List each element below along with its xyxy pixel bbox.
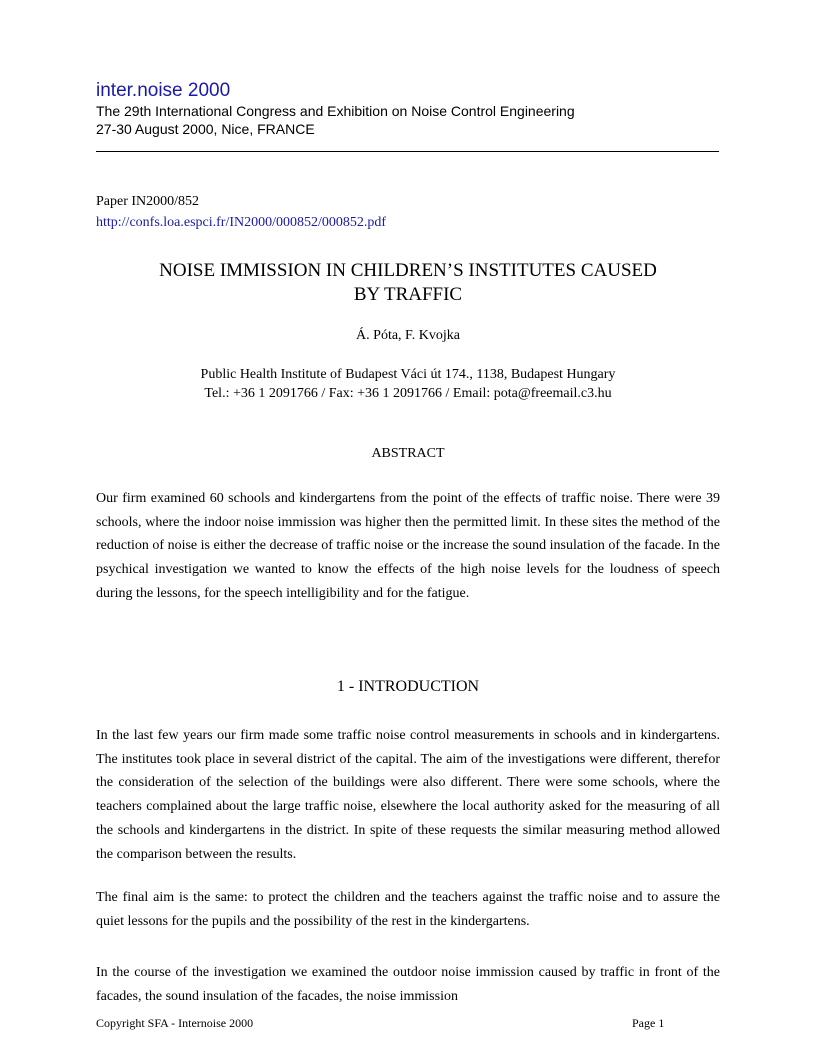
- header-divider: [96, 151, 719, 152]
- congress-dates: 27-30 August 2000, Nice, FRANCE: [96, 121, 315, 137]
- paper-title-line-2: BY TRAFFIC: [353, 284, 463, 305]
- congress-name: The 29th International Congress and Exhibition on Noise Control Engineering: [96, 103, 575, 119]
- intro-paragraph-2: The final aim is the same: to protect the children and the teachers against the traffic noise and to assure the quiet lessons for the pupils and the possibility of the rest in the kindergartens.: [96, 890, 720, 929]
- paper-title-line-1: NOISE IMMISSION IN CHILDREN’S INSTITUTES CAUSED: [159, 260, 657, 281]
- paper-url-link[interactable]: http://confs.loa.espci.fr/IN2000/000852/000852.pdf: [96, 215, 387, 230]
- paper-id: Paper IN2000/852: [96, 194, 200, 209]
- paper-title: [96, 259, 720, 307]
- conference-header: [96, 80, 720, 138]
- paper-authors: Á. Póta, F. Kvojka: [356, 328, 460, 343]
- affiliation-line-2: Tel.: +36 1 2091766 / Fax: +36 1 2091766 / Email: pota@freemail.c3.hu: [204, 386, 612, 401]
- introduction-heading: 1 - INTRODUCTION: [336, 678, 480, 695]
- abstract-text: Our firm examined 60 schools and kindergartens from the point of the effects of traffic noise. There were 39 schools, where the indoor noise immission was higher then the permitted limit. In these sites the method of the reduction of noise is either the decrease of traffic noise or the increase the sound insulation of the facade. In the psychical investigation we wanted to know the effects of the high noise levels for the loudness of speech during the lessons, for the speech intelligibility and for the fatigue.: [96, 491, 720, 601]
- footer-page-number: Page 1: [632, 1016, 665, 1030]
- affiliation-line-1: Public Health Institute of Budapest Váci út 174., 1138, Budapest Hungary: [200, 367, 616, 382]
- conference-name: inter.noise 2000: [96, 80, 231, 101]
- footer-copyright: Copyright SFA - Internoise 2000: [96, 1016, 254, 1030]
- intro-paragraph-1: In the last few years our firm made some traffic noise control measurements in schools and in kindergartens. The institutes took place in several district of the capital. The aim of the investigations were different, therefor the consideration of the selection of the buildings were also different. There were some schools, where the teachers complained about the large traffic noise, elsewhere the local authority asked for the measuring of all the schools and kindergartens in the district. In spite of these requests the similar measuring method allowed the comparison between the results.: [96, 728, 720, 862]
- intro-paragraph-3: In the course of the investigation we examined the outdoor noise immission caused by traffic in front of the facades, the sound insulation of the facades, the noise immission: [96, 965, 720, 1004]
- abstract-heading: ABSTRACT: [371, 446, 445, 461]
- author-affiliation: [96, 365, 720, 403]
